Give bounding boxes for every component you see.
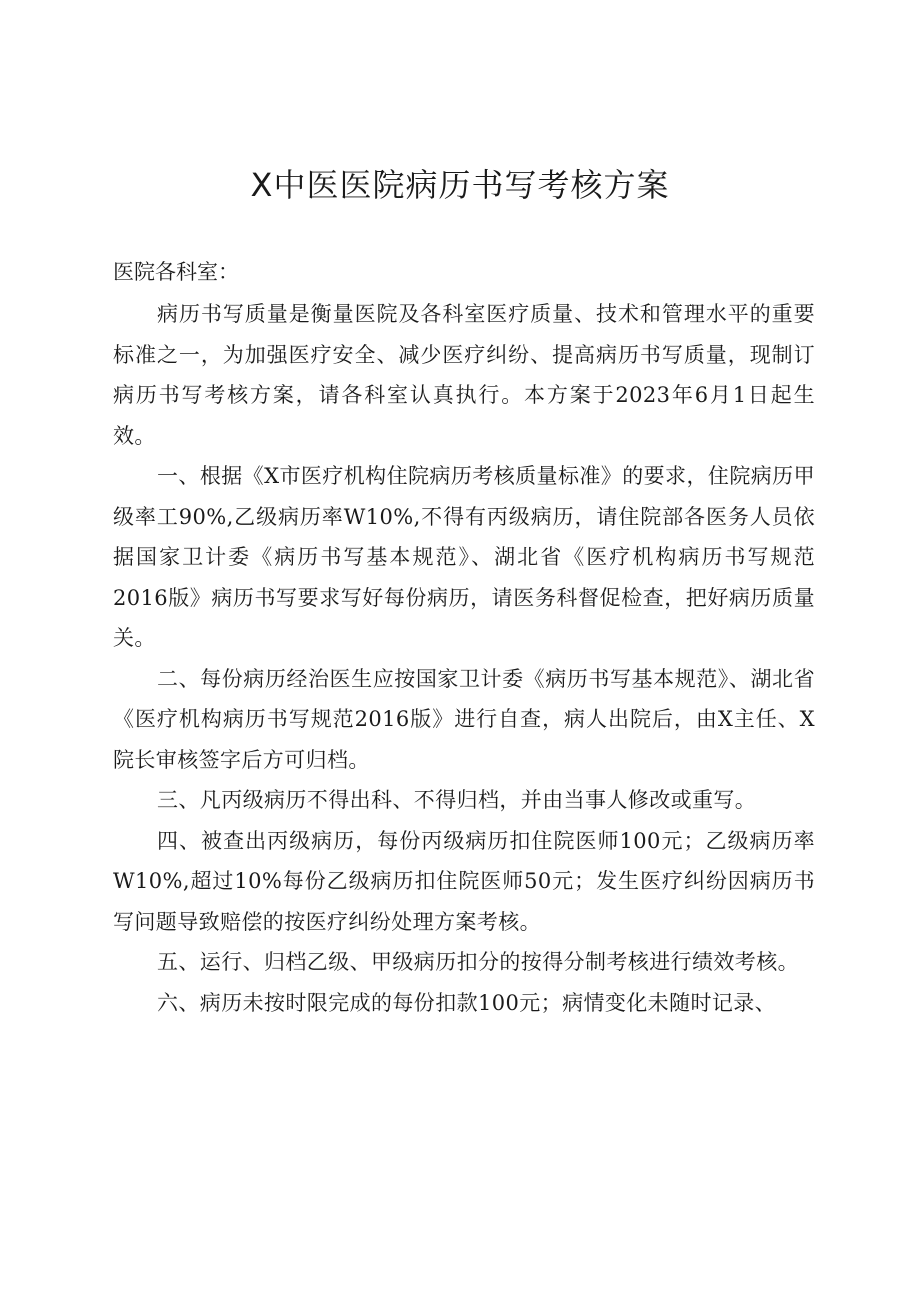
paragraph-intro: 病历书写质量是衡量医院及各科室医疗质量、技术和管理水平的重要标准之一，为加强医疗安全、减少医疗纠纷、提高病历书写质量，现制订病历书写考核方案，请各科室认真执行。本方案于2023年6月1日起生效。 [113,302,815,448]
paragraph-item-6: 六、病历未按时限完成的每份扣款100元；病情变化未随时记录、 [157,990,777,1015]
salutation: 医院各科室： [113,260,239,284]
document-body [113,294,815,1023]
paragraph-item-2: 二、每份病历经治医生应按国家卫计委《病历书写基本规范》、湖北省《医疗机构病历书写规范2016版》进行自查，病人出院后，由X主任、X院长审核签字后方可归档。 [113,666,815,772]
document-title: X中医医院病历书写考核方案 [250,166,670,204]
paragraph-item-4: 四、被查出丙级病历，每份丙级病历扣住院医师100元；乙级病历率W10%,超过10%每份乙级病历扣住院医师50元；发生医疗纠纷因病历书写问题导致赔偿的按医疗纠纷处理方案考核。 [113,828,815,934]
paragraph-item-1: 一、根据《X市医疗机构住院病历考核质量标准》的要求，住院病历甲级率工90%,乙级病历率W10%,不得有丙级病历，请住院部各医务人员依据国家卫计委《病历书写基本规范》、湖北省《医疗机构病历书写规范2016版》病历书写要求写好每份病历，请医务科督促检查，把好病历质量关。 [113,464,815,650]
paragraph-item-5: 五、运行、归档乙级、甲级病历扣分的按得分制考核进行绩效考核。 [157,950,799,974]
paragraph-item-3: 三、凡丙级病历不得出科、不得归档，并由当事人修改或重写。 [157,788,757,812]
